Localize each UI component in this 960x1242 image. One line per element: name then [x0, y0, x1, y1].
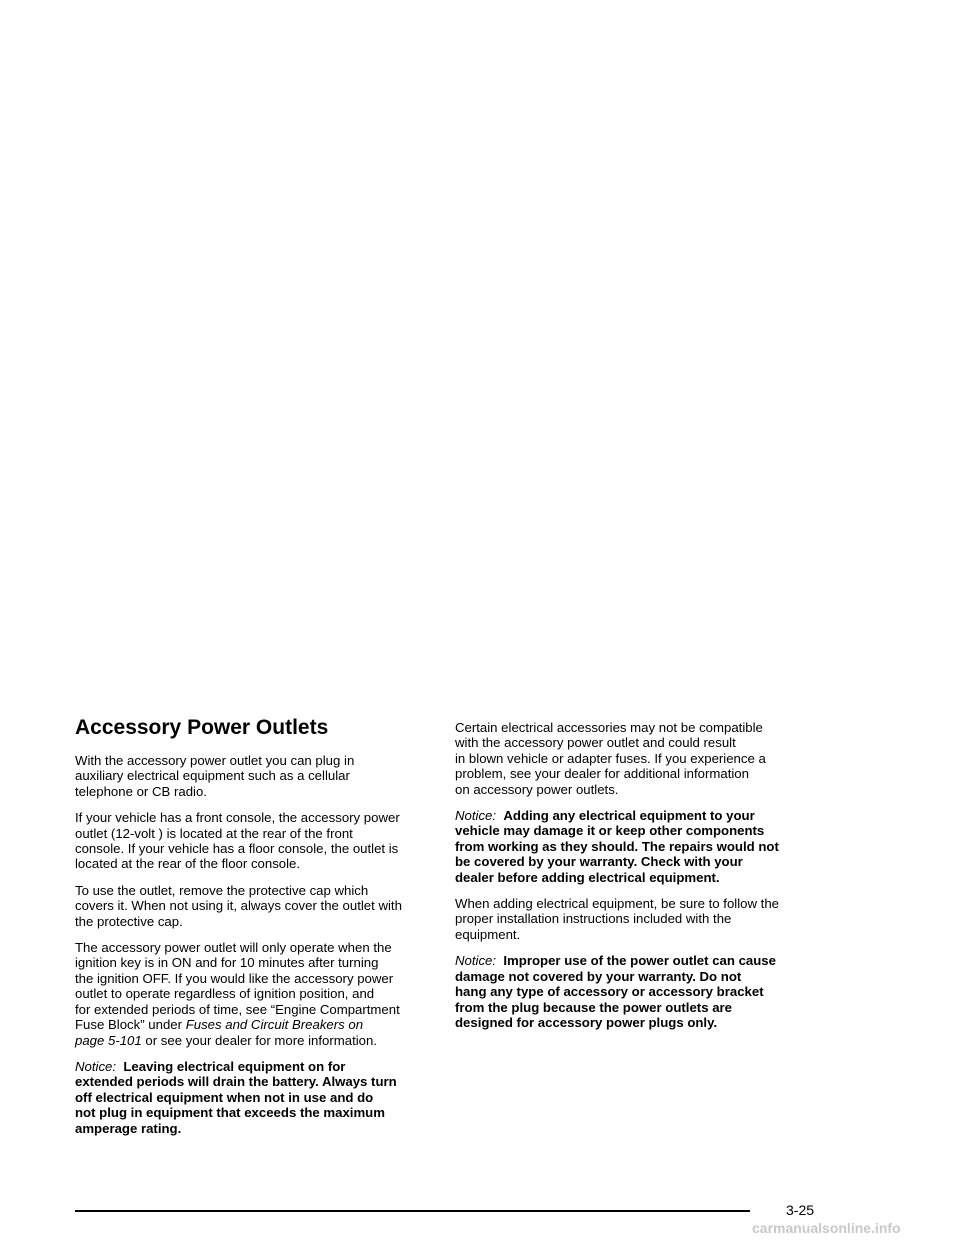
- text-line: auxiliary electrical equipment such as a cellular: [75, 768, 350, 784]
- text-line: [455, 808, 825, 823]
- notice-text: off electrical equipment when not in use and do: [75, 1089, 374, 1105]
- notice-text: Improper use of the power outlet can cause: [503, 953, 776, 969]
- page-reference-suffix: or see your dealer for more information.: [141, 1032, 378, 1048]
- text-line: equipment.: [455, 926, 521, 942]
- paragraph: [75, 810, 445, 872]
- notice-text: dealer before adding electrical equipment.: [455, 869, 720, 885]
- text-line: ignition key is in ON and for 10 minutes after turning: [75, 955, 379, 971]
- paragraph: [75, 753, 445, 799]
- notice-text: be covered by your warranty. Check with your: [455, 854, 743, 870]
- paragraph: [455, 720, 825, 797]
- right-column: [455, 720, 825, 1041]
- notice-text: Adding any electrical equipment to your: [503, 808, 755, 824]
- notice-paragraph: [455, 808, 825, 885]
- text-line: [75, 1059, 445, 1074]
- paragraph: [75, 940, 445, 1048]
- text-line: console. If your vehicle has a floor console, the outlet is: [75, 841, 399, 857]
- notice-label: Notice:: [455, 808, 497, 824]
- fuse-reference: Fuses and Circuit Breakers on: [185, 1017, 364, 1033]
- page-reference: page 5-101: [75, 1032, 142, 1048]
- text-line: The accessory power outlet will only operate when the: [75, 940, 392, 956]
- notice-text: from the plug because the power outlets are: [455, 999, 732, 1015]
- text-line: [75, 1017, 445, 1032]
- notice-text: not plug in equipment that exceeds the maximum: [75, 1105, 385, 1121]
- paragraph: [455, 896, 825, 942]
- text-line: in blown vehicle or adapter fuses. If you experience a: [455, 750, 766, 766]
- notice-text: extended periods will drain the battery. Always turn: [75, 1074, 397, 1090]
- notice-text: damage not covered by your warranty. Do not: [455, 968, 742, 984]
- page-number: 3-25: [786, 1202, 815, 1218]
- text-line: outlet (12-volt ) is located at the rear of the front: [75, 825, 353, 841]
- notice-text: hang any type of accessory or accessory bracket: [455, 984, 764, 1000]
- text-line: If your vehicle has a front console, the accessory power: [75, 810, 400, 826]
- notice-label: Notice:: [455, 953, 497, 969]
- text-line: problem, see your dealer for additional information: [455, 766, 749, 782]
- notice-text: from working as they should. The repairs would not: [455, 838, 779, 854]
- left-column: [75, 716, 445, 1147]
- text-line: the protective cap.: [75, 913, 183, 929]
- text-line: When adding electrical equipment, be sure to follow the: [455, 896, 780, 912]
- footer-rule: [75, 1210, 750, 1212]
- notice-paragraph: [455, 953, 825, 1030]
- text-line: on accessory power outlets.: [455, 781, 619, 797]
- section-title: Accessory Power Outlets: [75, 716, 329, 739]
- notice-text: vehicle may damage it or keep other components: [455, 823, 765, 839]
- text-line: [75, 1033, 445, 1048]
- watermark: carmanualsonline.info: [752, 1220, 901, 1236]
- text-line: for extended periods of time, see “Engine Compartment: [75, 1001, 400, 1017]
- text-line: [455, 953, 825, 968]
- text-line: Certain electrical accessories may not be compatible: [455, 720, 763, 735]
- text-line: located at the rear of the floor console.: [75, 856, 301, 872]
- text-line: with the accessory power outlet and could result: [455, 735, 736, 751]
- paragraph: [75, 883, 445, 929]
- notice-label: Notice:: [75, 1058, 117, 1074]
- notice-paragraph: [75, 1059, 445, 1136]
- text-line: telephone or CB radio.: [75, 783, 207, 799]
- notice-text: designed for accessory power plugs only.: [455, 1014, 718, 1030]
- text-line: the ignition OFF. If you would like the accessory power: [75, 970, 394, 986]
- text-line: To use the outlet, remove the protective cap which: [75, 882, 369, 898]
- fuse-line-prefix: Fuse Block” under: [75, 1017, 186, 1033]
- notice-text: amperage rating.: [75, 1120, 182, 1136]
- text-line: covers it. When not using it, always cover the outlet with: [75, 898, 402, 914]
- text-line: proper installation instructions included with the: [455, 911, 732, 927]
- text-line: outlet to operate regardless of ignition position, and: [75, 986, 375, 1002]
- text-line: With the accessory power outlet you can plug in: [75, 753, 355, 768]
- notice-text: Leaving electrical equipment on for: [123, 1058, 346, 1074]
